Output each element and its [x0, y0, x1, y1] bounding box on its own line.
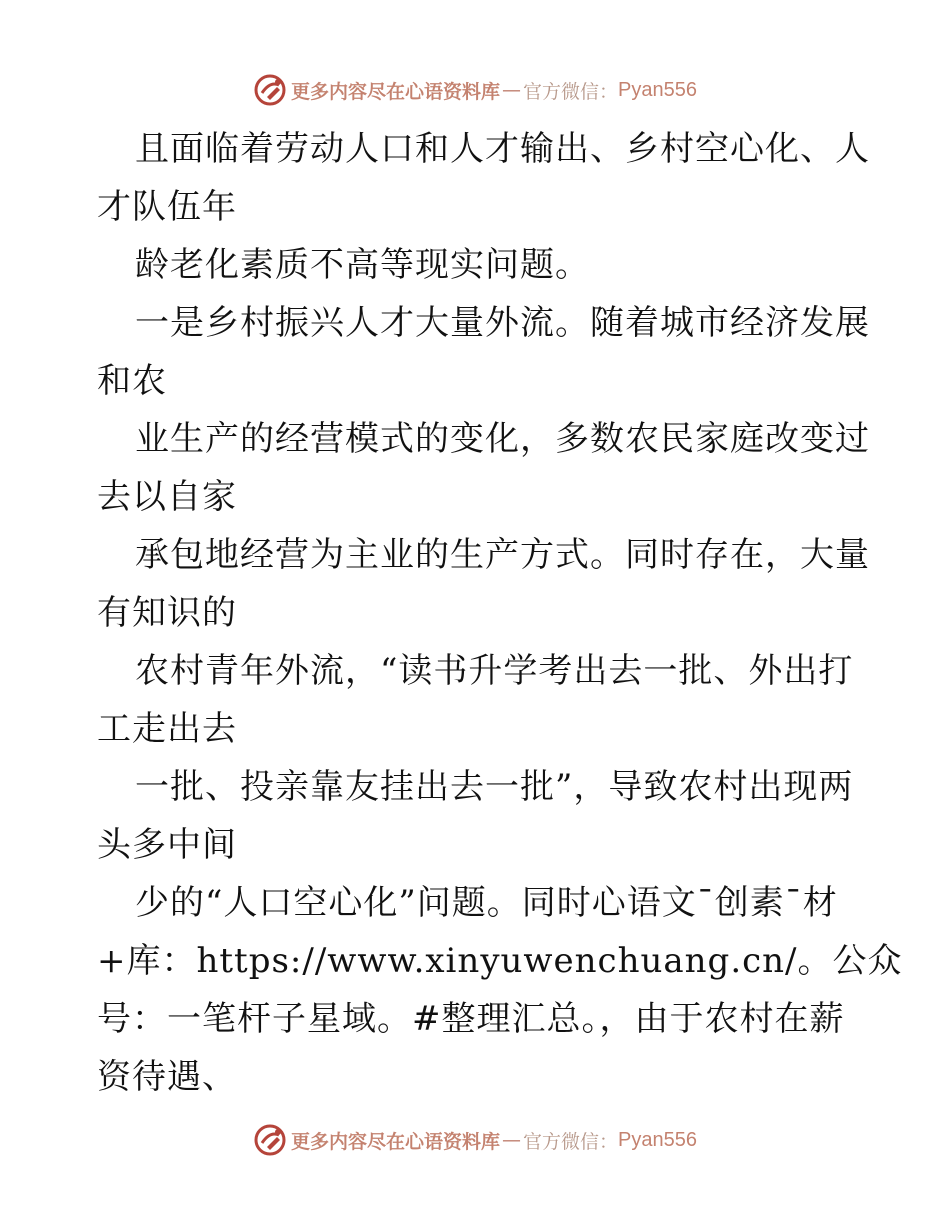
watermark-dash: — [502, 1129, 522, 1151]
text-line: 一是乡村振兴人才大量外流。随着城市经济发展 [135, 303, 870, 343]
watermark-dash: — [502, 79, 522, 101]
text-line: 一批、投亲靠友挂出去一批”，导致农村出现两 [135, 767, 854, 807]
text-line: 号：一笔杆子星域。#整理汇总。，由于农村在薪 [97, 999, 845, 1039]
footer-watermark [0, 1120, 950, 1160]
text-line: 业生产的经营模式的变化，多数农民家庭改变过 [135, 419, 870, 459]
brand-logo-icon [253, 1123, 287, 1157]
text-line: 工走出去 [97, 709, 237, 749]
watermark-label: 官方微信： [523, 80, 619, 103]
text-line: 才队伍年 [97, 187, 237, 227]
text-line: 且面临着劳动人口和人才输出、乡村空心化、人 [135, 129, 870, 169]
text-line: +库：https://www.xinyuwenchuang.cn/。公众 [97, 941, 903, 981]
watermark-brand-text: 更多内容尽在心语资料库 [291, 80, 501, 103]
brand-logo-icon [253, 73, 287, 107]
watermark-id: Pyan556 [618, 1128, 697, 1151]
text-line: 和农 [97, 361, 167, 401]
text-line: 龄老化素质不高等现实问题。 [135, 245, 590, 285]
header-watermark [0, 70, 950, 110]
text-line: 承包地经营为主业的生产方式。同时存在，大量 [135, 535, 870, 575]
text-line: 资待遇、 [97, 1057, 237, 1097]
watermark-brand-text: 更多内容尽在心语资料库 [291, 1130, 501, 1153]
text-line: 少的“人口空心化”问题。同时心语文¯创素¯材 [135, 883, 838, 923]
watermark-label: 官方微信： [523, 1130, 619, 1153]
text-line: 去以自家 [97, 477, 237, 517]
watermark-id: Pyan556 [618, 78, 697, 101]
text-line: 头多中间 [97, 825, 237, 865]
text-line: 有知识的 [97, 593, 237, 633]
text-line: 农村青年外流，“读书升学考出去一批、外出打 [135, 651, 854, 691]
document-body [97, 120, 903, 1106]
